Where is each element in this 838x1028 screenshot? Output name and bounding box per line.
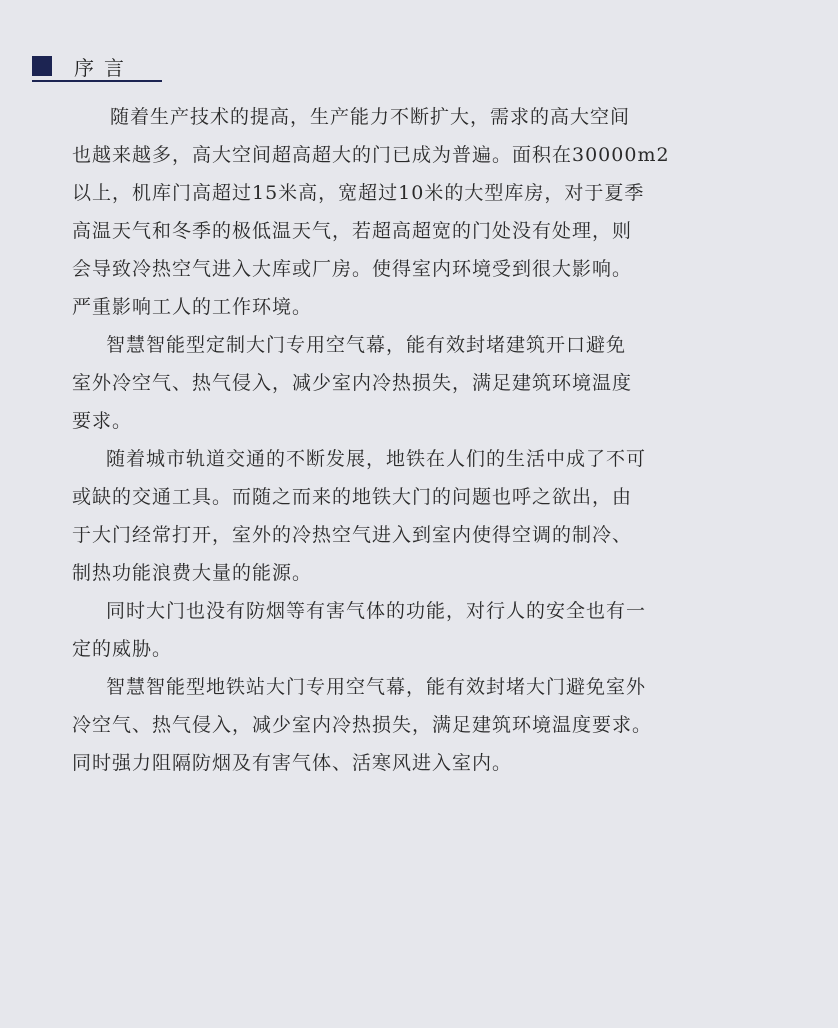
- paragraph-5-line-3: 同时强力阻隔防烟及有害气体、活寒风进入室内。: [72, 752, 513, 774]
- paragraph-2-line-2: 室外冷空气、热气侵入，减少室内冷热损失，满足建筑环境温度: [72, 372, 633, 394]
- paragraph-1-line-6: 严重影响工人的工作环境。: [72, 296, 313, 318]
- paragraph-3-line-4: 制热功能浪费大量的能源。: [72, 562, 313, 584]
- paragraph-3-line-3: 于大门经常打开，室外的冷热空气进入到室内使得空调的制冷、: [72, 524, 633, 546]
- paragraph-1-line-2: 也越来越多，高大空间超高超大的门已成为普遍。面积在30000m2: [72, 144, 670, 166]
- paragraph-5-line-2: 冷空气、热气侵入，减少室内冷热损失，满足建筑环境温度要求。: [72, 714, 653, 736]
- paragraph-1-line-3: 以上，机库门高超过15米高，宽超过10米的大型库房，对于夏季: [72, 182, 645, 204]
- paragraph-2-line-1: 智慧智能型定制大门专用空气幕，能有效封堵建筑开口避免: [106, 334, 627, 356]
- section-title: 序言: [74, 56, 134, 80]
- paragraph-1-line-4: 高温天气和冬季的极低温天气，若超高超宽的门处没有处理，则: [72, 220, 633, 242]
- header-underline: [32, 80, 162, 82]
- paragraph-4-line-1: 同时大门也没有防烟等有害气体的功能，对行人的安全也有一: [106, 600, 647, 622]
- paragraph-1-line-5: 会导致冷热空气进入大库或厂房。使得室内环境受到很大影响。: [72, 258, 633, 280]
- paragraph-5-line-1: 智慧智能型地铁站大门专用空气幕，能有效封堵大门避免室外: [106, 676, 647, 698]
- header-marker-square: [32, 56, 52, 76]
- paragraph-1-line-1: 随着生产技术的提高，生产能力不断扩大，需求的高大空间: [110, 106, 631, 128]
- paragraph-3-line-2: 或缺的交通工具。而随之而来的地铁大门的问题也呼之欲出，由: [72, 486, 633, 508]
- paragraph-4-line-2: 定的威胁。: [72, 638, 173, 660]
- paragraph-3-line-1: 随着城市轨道交通的不断发展，地铁在人们的生活中成了不可: [106, 448, 647, 470]
- paragraph-2-line-3: 要求。: [72, 410, 133, 432]
- body-text: [72, 98, 766, 782]
